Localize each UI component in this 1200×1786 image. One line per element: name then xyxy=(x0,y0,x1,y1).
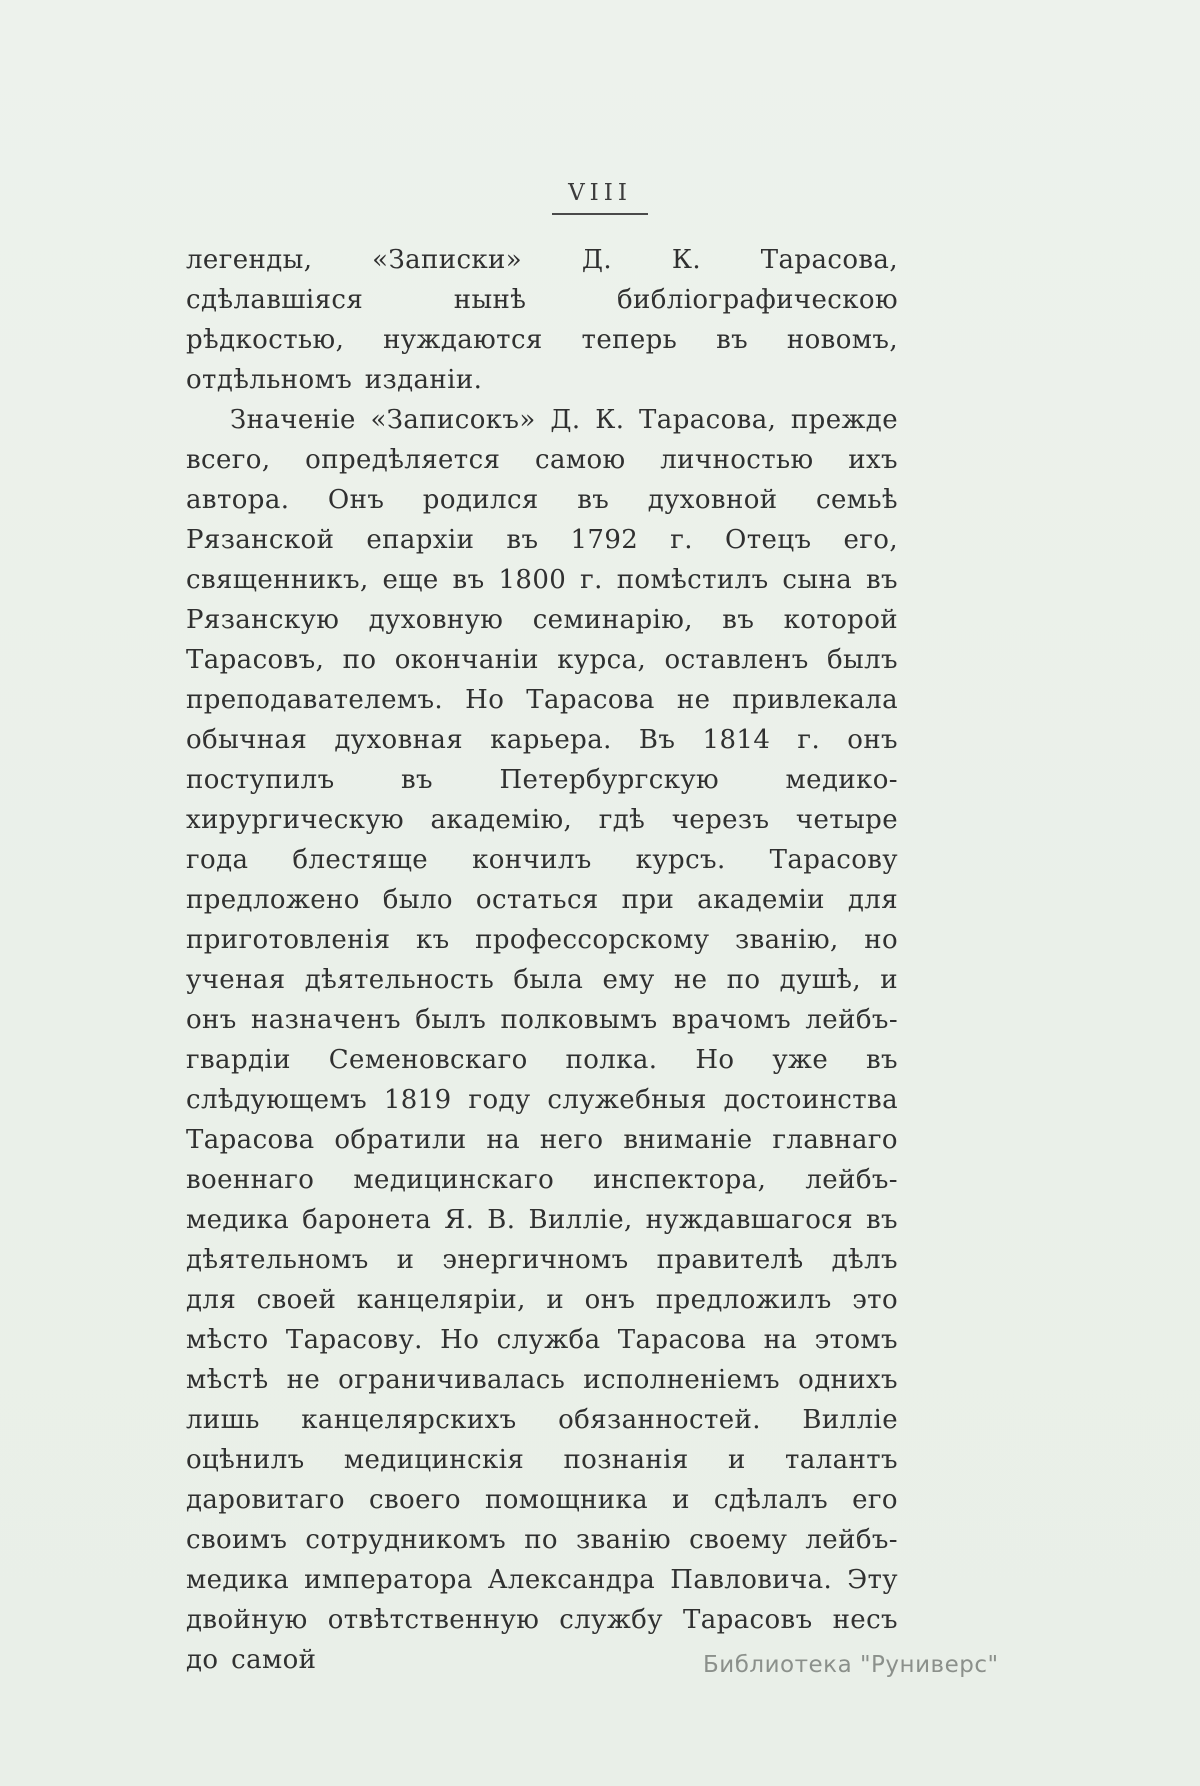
library-watermark: Библиотека "Руниверс" xyxy=(703,1652,999,1678)
paragraph-main: Значеніе «Записокъ» Д. К. Тарасова, прежде всего, опредѣляется самою личностью ихъ автора. Онъ родился въ духовной семьѣ Рязанской епархіи въ 1792 г. Отецъ его, священникъ, еще въ 1800 г. помѣстилъ сына въ Рязанскую духовную семинарію, въ которой Тарасовъ, по окончаніи курса, оставленъ былъ преподавателемъ. Но Тарасова не привлекала обычная духовная карьера. Въ 1814 г. онъ поступилъ въ Петербургскую медико-хирургическую академію, гдѣ черезъ четыре года блестяще кончилъ курсъ. Тарасову предложено было остаться при академіи для приготовленія къ профессорскому званію, но ученая дѣятельность была ему не по душѣ, и онъ назначенъ былъ полковымъ врачомъ лейбъ-гвардіи Семеновскаго полка. Но уже въ слѣдующемъ 1819 году служебныя достоинства Тарасова обратили на него вниманіе главнаго военнаго медицинскаго инспектора, лейбъ-медика баронета Я. В. Вилліе, нуждавшагося въ дѣятельномъ и энергичномъ правителѣ дѣлъ для своей канцеляріи, и онъ предложилъ это мѣсто Тарасову. Но служба Тарасова на этомъ мѣстѣ не ограничивалась исполненіемъ однихъ лишь канцелярскихъ обязанностей. Вилліе оцѣнилъ медицинскія познанія и талантъ даровитаго своего помощника и сдѣлалъ его своимъ сотрудникомъ по званію своему лейбъ-медика императора Александра Павловича. Эту двойную отвѣтственную службу Тарасовъ несъ до самой xyxy=(186,405,898,1675)
text-block xyxy=(186,240,898,1680)
page-number: VIII xyxy=(552,180,648,215)
paragraph-continuation: легенды, «Записки» Д. К. Тарасова, сдѣлавшіяся нынѣ библіографическою рѣдкостью, нуждаются теперь въ новомъ, отдѣльномъ изданіи. xyxy=(186,245,898,395)
page-header xyxy=(0,180,1200,215)
